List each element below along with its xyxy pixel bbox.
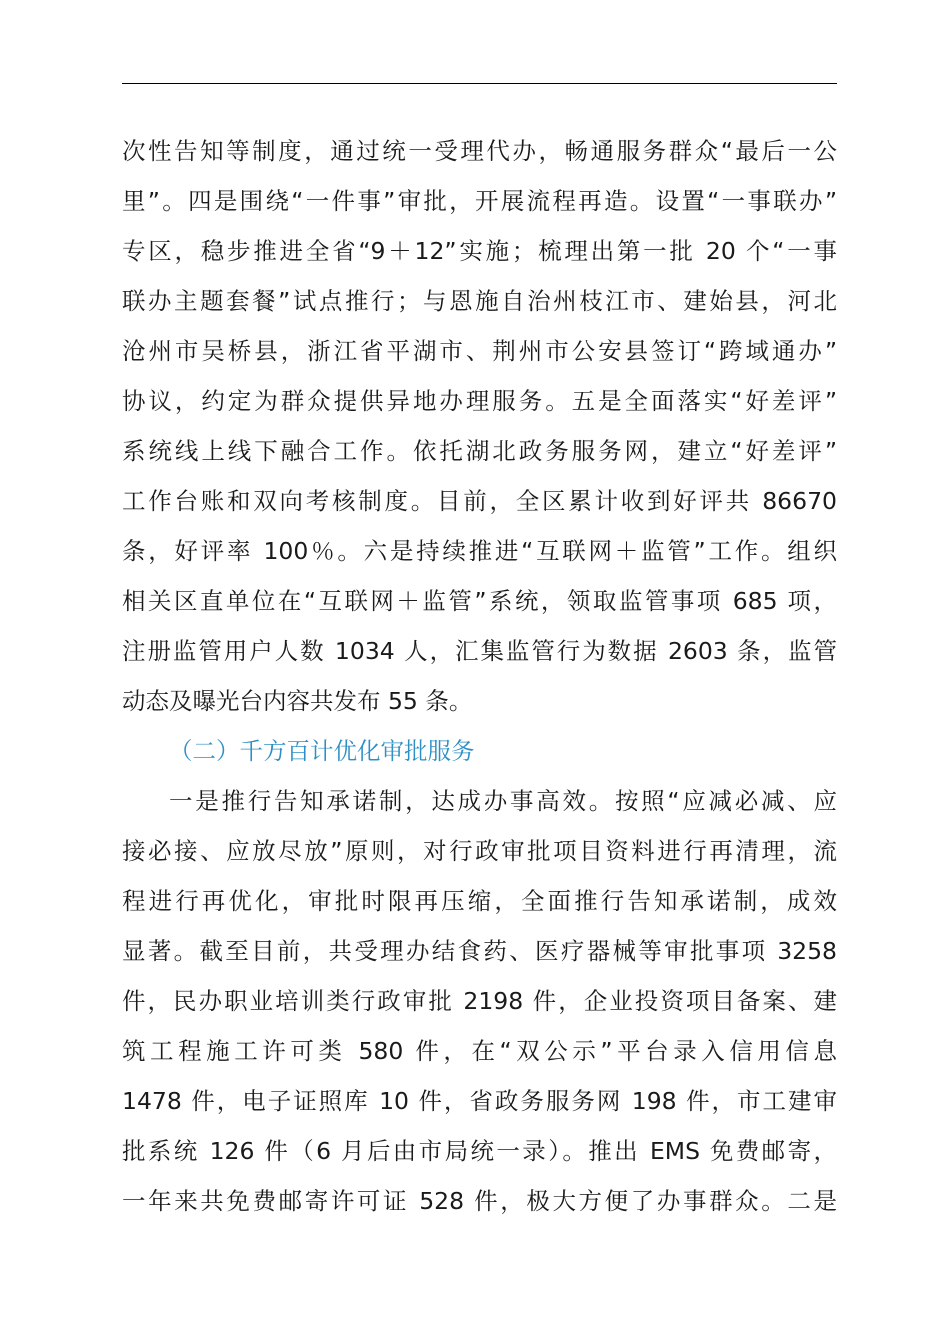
paragraph-1 xyxy=(122,126,837,726)
paragraph-line: 筑工程施工许可类 580 件，在“双公示”平台录入信用信息 xyxy=(122,1037,837,1065)
paragraph-line: 协议，约定为群众提供异地办理服务。五是全面落实“好差评” xyxy=(122,387,837,415)
paragraph-line: 动态及曝光台内容共发布 55 条。 xyxy=(122,687,473,715)
paragraph-line: 专区，稳步推进全省“9＋12”实施；梳理出第一批 20 个“一事 xyxy=(122,237,837,265)
paragraph-line: 1478 件，电子证照库 10 件，省政务服务网 198 件，市工建审 xyxy=(122,1087,837,1115)
paragraph-line: 条，好评率 100％。六是持续推进“互联网＋监管”工作。组织 xyxy=(122,537,837,565)
paragraph-line: 工作台账和双向考核制度。目前，全区累计收到好评共 86670 xyxy=(122,487,837,515)
paragraph-line: 显著。截至目前，共受理办结食药、医疗器械等审批事项 3258 xyxy=(122,937,837,965)
paragraph-line: 沧州市吴桥县，浙江省平湖市、荆州市公安县签订“跨域通办” xyxy=(122,337,837,365)
paragraph-line: 次性告知等制度，通过统一受理代办，畅通服务群众“最后一公 xyxy=(122,137,837,165)
paragraph-line: 程进行再优化，审批时限再压缩，全面推行告知承诺制，成效 xyxy=(122,887,837,915)
paragraph-2 xyxy=(122,776,837,1226)
paragraph-line: 接必接、应放尽放”原则，对行政审批项目资料进行再清理，流 xyxy=(122,837,837,865)
paragraph-line: 系统线上线下融合工作。依托湖北政务服务网，建立“好差评” xyxy=(122,437,837,465)
document-body xyxy=(122,126,837,1226)
paragraph-line: 一是推行告知承诺制，达成办事高效。按照“应减必减、应 xyxy=(169,787,837,815)
paragraph-line: 一年来共免费邮寄许可证 528 件，极大方便了办事群众。二是 xyxy=(122,1187,837,1215)
paragraph-line: 批系统 126 件（6 月后由市局统一录）。推出 EMS 免费邮寄， xyxy=(122,1137,837,1165)
header-rule xyxy=(122,83,837,84)
paragraph-line: 里”。四是围绕“一件事”审批，开展流程再造。设置“一事联办” xyxy=(122,187,837,215)
paragraph-line: 联办主题套餐”试点推行；与恩施自治州枝江市、建始县，河北 xyxy=(122,287,837,315)
paragraph-line: 相关区直单位在“互联网＋监管”系统，领取监管事项 685 项， xyxy=(122,587,837,615)
section-heading: （二）千方百计优化审批服务 xyxy=(169,737,475,765)
paragraph-line: 注册监管用户人数 1034 人，汇集监管行为数据 2603 条，监管 xyxy=(122,637,837,665)
paragraph-line: 件，民办职业培训类行政审批 2198 件，企业投资项目备案、建 xyxy=(122,987,837,1015)
